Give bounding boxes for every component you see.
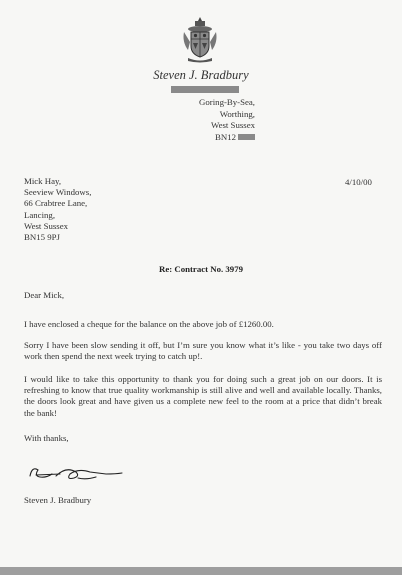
body-paragraph: I would like to take this opportunity to thank you for doing such a great job on our doors. It is refreshing to know that true quality workmanship is still alive and well and available locally. Thanks, the doors look great and have given us a complete new feel to the room at a price that didn’t break the bank! [24,374,382,418]
family-crest-logo [180,16,220,64]
closing: With thanks, [24,433,69,443]
recipient-line: Seeview Windows, [24,187,92,198]
subject-line: Re: Contract No. 3979 [158,264,244,274]
recipient-line: 66 Crabtree Lane, [24,198,88,209]
sender-address [150,97,255,143]
body-paragraph: I have enclosed a cheque for the balance on the above job of £1260.00. [24,319,274,329]
scan-edge [0,567,402,575]
postcode-line [150,132,255,144]
letter-date: 4/10/00 [345,177,372,187]
redacted-postcode [238,134,255,140]
typed-signature-name: Steven J. Bradbury [24,495,92,505]
recipient-line: Mick Hay, [24,176,62,186]
postcode-prefix: BN12 [214,131,236,142]
letterhead-name: Steven J. Bradbury [153,68,249,82]
handwritten-signature [26,462,126,486]
recipient-line: BN15 9PJ [24,232,60,243]
recipient-address [24,176,91,243]
recipient-line: Lancing, [24,209,56,220]
address-line: Worthing, [219,108,255,119]
address-line: West Sussex [210,120,255,130]
recipient-line: West Sussex [24,220,69,231]
body-paragraph: Sorry I have been slow sending it off, but I’m sure you know what it’s like - you take two days off work then spend the next week trying to catch up!. [24,340,382,362]
redacted-address-line [171,86,239,93]
address-line: Goring-By-Sea, [199,97,255,107]
salutation: Dear Mick, [24,290,65,300]
